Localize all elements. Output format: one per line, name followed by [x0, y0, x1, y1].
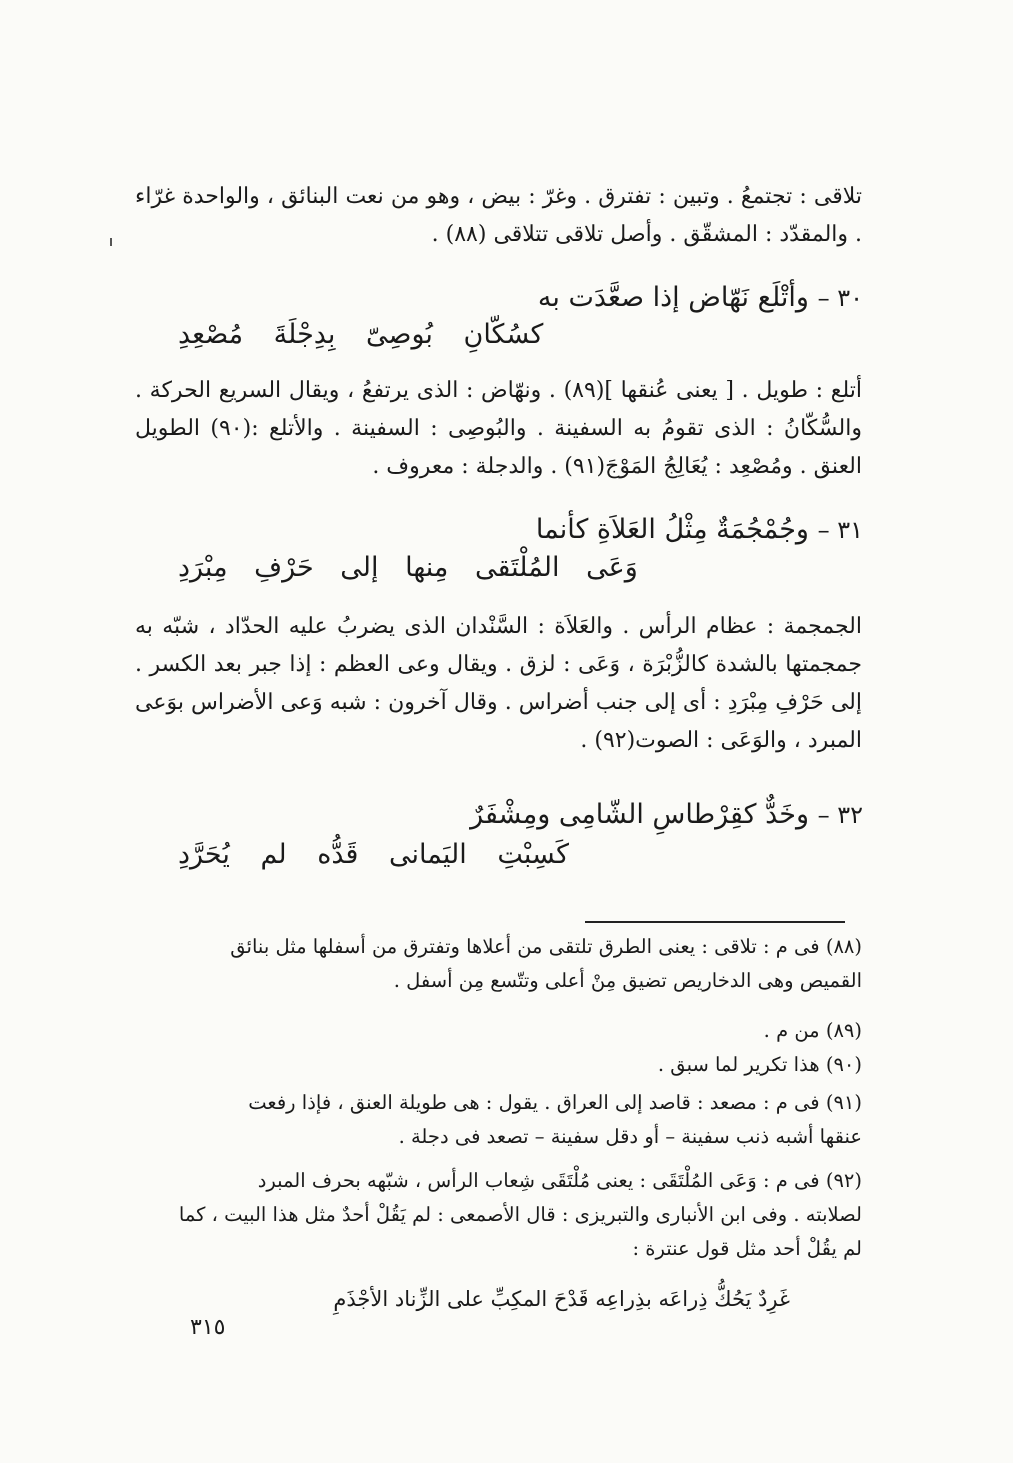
verse-32-line-1 — [470, 795, 863, 835]
footnote-line: (٩٢) فى م : وَعَى المُلْتَقَى : يعنى مُلْتَقَى شِعاب الرأس ، شبّهه بحرف المبرد — [257, 1169, 862, 1192]
commentary-paragraph-3 — [135, 608, 862, 760]
commentary-paragraph-2 — [135, 372, 862, 486]
footnote-89 — [135, 1014, 862, 1048]
quoted-verse-text: غَرِدٌ يَحُكُّ ذِراعَه بذِراعِه قَدْحَ المكِبِّ على الزِّناد الأجْذَمِ — [333, 1287, 790, 1311]
commentary-paragraph-1 — [135, 178, 862, 254]
page-number: ٣١٥ — [190, 1315, 226, 1340]
verse-31-line-2 — [178, 548, 638, 588]
verse-hemistich-1: وخَدٌّ كقِرْطاسِ الشّامِى ومِشْفَرٌ — [470, 799, 809, 830]
margin-mark — [110, 238, 112, 246]
footnote-line: لم يقُلْ أحد مثل قول عنترة : — [632, 1237, 862, 1260]
commentary-text: تلاقى : تجتمعُ . وتبين : تفترق . وغرّ : بيض ، وهو من نعت البنائق ، والواحدة غرّاء . والمقدّد : المشقّق . وأصل تلاقى تتلاقى (٨٨) . — [135, 184, 862, 247]
commentary-text: أتلع : طويل . [ يعنى عُنقها ](٨٩) . ونهّاض : الذى يرتفعُ ، ويقال السريع الحركة . والسُّكّانُ : الذى تقومُ به السفينة . والبُوصِى : السفينة . والأتلع :(٩٠) الطويل العنق . ومُصْعِد : يُعَالِجُ المَوْجَ(٩١) . والدجلة : معروف . — [135, 378, 862, 479]
verse-hemistich-2: كَسِبْتِ اليَمانى قَدُّه لم يُحَرَّدِ — [178, 839, 569, 870]
footnote-90 — [135, 1048, 862, 1082]
verse-31-line-1 — [536, 510, 863, 550]
footnote-92 — [135, 1164, 862, 1266]
footnote-quoted-verse — [190, 1283, 790, 1315]
verse-hemistich-2: كسُكّانِ بُوصِىّ بِدِجْلَةَ مُصْعِدِ — [178, 319, 544, 350]
verse-number: ٣٠ – — [817, 284, 863, 312]
footnote-line: القميص وهى الدخاريص تضيق مِنْ أعلى وتتّسع مِن أسفل . — [393, 969, 862, 992]
verse-hemistich-1: وجُمْجُمَةٌ مِثْلُ العَلاَةِ كأنما — [535, 514, 809, 545]
verse-30-line-1 — [538, 278, 863, 318]
verse-32-line-2 — [178, 835, 569, 875]
verse-number: ٣١ – — [817, 516, 863, 544]
footnote-line: (٩١) فى م : مصعد : قاصد إلى العراق . يقول : هى طويلة العنق ، فإذا رفعت — [248, 1091, 862, 1114]
footnote-line: (٨٩) من م . — [763, 1019, 862, 1042]
footnote-88 — [135, 930, 862, 998]
footnote-line: (٨٨) فى م : تلاقى : يعنى الطرق تلتقى من أعلاها وتفترق من أسفلها مثل بنائق — [230, 935, 862, 958]
footnote-line: عنقها أشبه ذنب سفينة – أو دقل سفينة – تصعد فى دجلة . — [398, 1125, 862, 1148]
verse-number: ٣٢ – — [817, 801, 863, 829]
verse-hemistich-1: وأتْلَع نَهّاض إذا صعَّدَت به — [537, 282, 809, 313]
footnote-line: (٩٠) هذا تكرير لما سبق . — [657, 1053, 862, 1076]
verse-30-line-2 — [178, 315, 543, 355]
footnote-91 — [135, 1086, 862, 1154]
verse-hemistich-2: وَعَى المُلْتَقى مِنها إلى حَرْفِ مِبْرَدِ — [178, 552, 638, 583]
footnote-separator — [585, 921, 845, 923]
commentary-text: الجمجمة : عظام الرأس . والعَلاَة : السَّنْدان الذى يضربُ عليه الحدّاد ، شبّه به جمجمتها بالشدة كالزُّبْرَة ، وَعَى : لزق . ويقال وعى العظم : إذا جبر بعد الكسر . إلى حَرْفِ مِبْرَدِ : أى إلى جنب أضراس . وقال آخرون : شبه وَعى الأضراس بوَعى المبرد ، والوَعَى : الصوت(٩٢) . — [135, 614, 863, 753]
footnote-line: لصلابته . وفى ابن الأنبارى والتبريزى : قال الأصمعى : لم يَقُلْ أحدٌ مثل هذا البيت ، كما — [178, 1203, 862, 1226]
